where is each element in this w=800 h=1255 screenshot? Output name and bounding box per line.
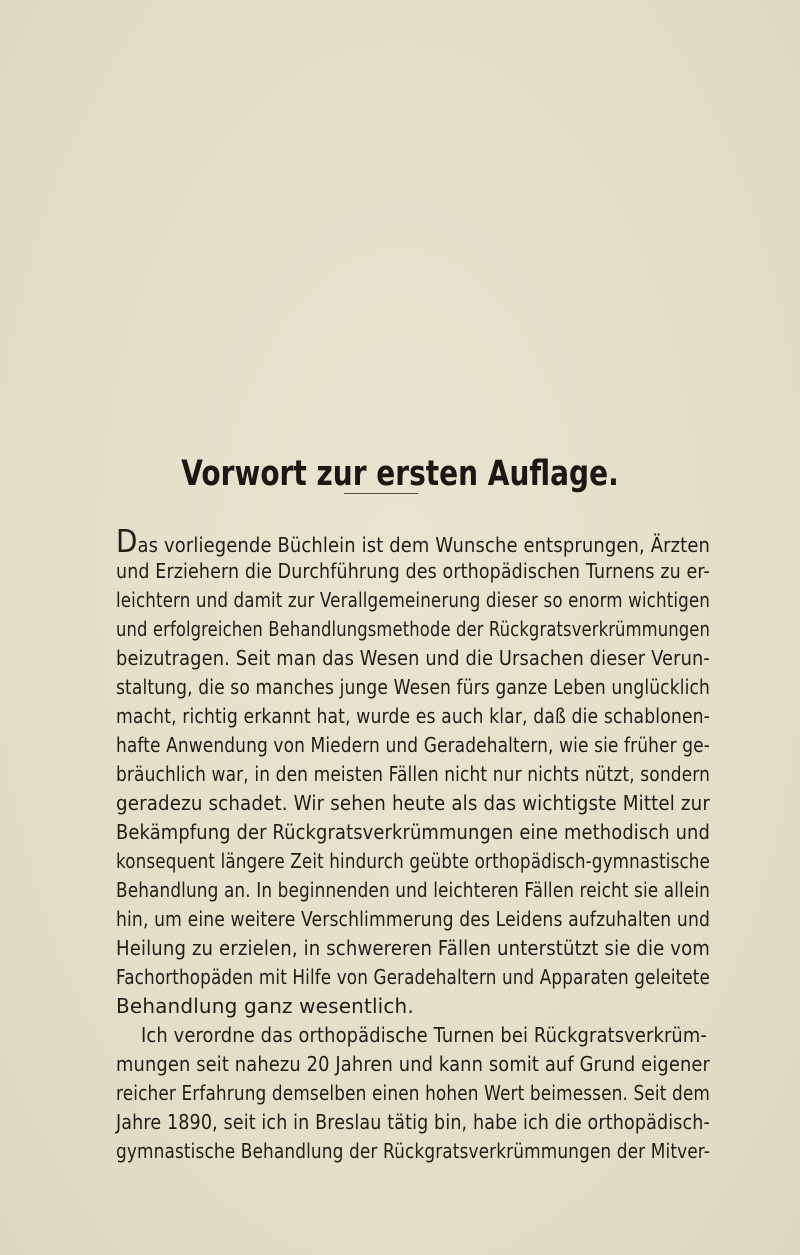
drop-cap-initial: D <box>116 524 138 560</box>
paragraph-1 <box>116 524 710 1021</box>
text-line: geradezu schadet. Wir sehen heute als das wichtigste Mittel zur <box>116 791 710 815</box>
text-line: Behandlung ganz wesentlich. <box>116 994 414 1018</box>
text-line: reicher Erfahrung demselben einen hohen Wert beimessen. Seit dem <box>116 1081 710 1105</box>
text-line: macht, richtig erkannt hat, wurde es auch klar, daß die schablonen- <box>116 704 710 728</box>
text-line: staltung, die so manches junge Wesen fürs ganze Leben unglücklich <box>116 675 710 699</box>
text-line: Behandlung an. In beginnenden und leichteren Fällen reicht sie allein <box>116 878 710 902</box>
text-line: Heilung zu erzielen, in schwereren Fällen unterstützt sie die vom <box>116 936 710 960</box>
text-line: beizutragen. Seit man das Wesen und die Ursachen dieser Verun- <box>116 646 710 670</box>
text-line: leichtern und damit zur Verallgemeinerung dieser so enorm wichtigen <box>116 588 710 612</box>
text-line: und Erziehern die Durchführung des orthopädischen Turnens zu er- <box>116 559 710 583</box>
text-line: bräuchlich war, in den meisten Fällen nicht nur nichts nützt, sondern <box>116 762 710 786</box>
text-line: Bekämpfung der Rückgratsverkrümmungen eine methodisch und <box>116 820 710 844</box>
text-line: und erfolgreichen Behandlungsmethode der Rückgratsverkrümmungen <box>116 617 710 641</box>
text-line: hafte Anwendung von Miedern und Geradehaltern, wie sie früher ge- <box>116 733 710 757</box>
text-line: hin, um eine weitere Verschlimmerung des Leidens aufzuhalten und <box>116 907 710 931</box>
text-line: Jahre 1890, seit ich in Breslau tätig bin, habe ich die orthopädisch- <box>116 1110 710 1134</box>
text-line: mungen seit nahezu 20 Jahren und kann somit auf Grund eigener <box>116 1052 710 1076</box>
preface-text <box>116 524 710 1166</box>
page-title: Vorwort zur ersten Auflage. <box>181 454 619 494</box>
text-line: gymnastische Behandlung der Rückgratsverkrümmungen der Mitver- <box>116 1139 710 1163</box>
text-line: Ich verordne das orthopädische Turnen bei Rückgratsverkrüm- <box>141 1023 708 1047</box>
title-divider <box>344 493 418 494</box>
text-line: Das vorliegende Büchlein ist dem Wunsche entsprungen, Ärzten <box>116 524 710 560</box>
text-line: konsequent längere Zeit hindurch geübte orthopädisch-gymnastische <box>116 849 710 873</box>
text-line: Fachorthopäden mit Hilfe von Geradehaltern und Apparaten geleitete <box>116 965 710 989</box>
paragraph-2 <box>116 1021 710 1166</box>
